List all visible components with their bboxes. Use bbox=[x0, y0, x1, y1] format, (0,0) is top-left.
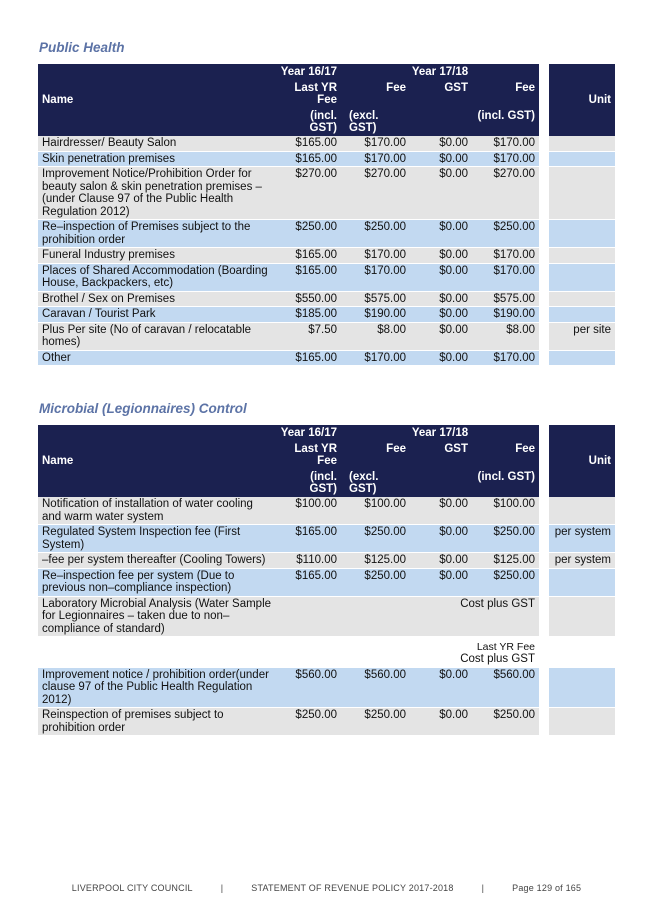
row-unit bbox=[549, 152, 615, 168]
header-fee-incl: Fee bbox=[472, 441, 539, 469]
row-name: Plus Per site (No of caravan / relocatable homes) bbox=[38, 323, 276, 351]
row-unit: per site bbox=[549, 323, 615, 351]
header-incl-gst-2: (incl. GST) bbox=[472, 108, 539, 136]
extra-last-yr-fee-label: Last YR Fee bbox=[476, 641, 536, 653]
table-row bbox=[38, 497, 615, 525]
row-fee-incl: $270.00 bbox=[472, 167, 539, 220]
row-fee: $170.00 bbox=[341, 264, 410, 292]
row-fee: $250.00 bbox=[341, 525, 410, 553]
table-row bbox=[38, 708, 615, 736]
table-header-row bbox=[38, 64, 615, 80]
header-gst-blank bbox=[410, 108, 472, 136]
table-row bbox=[38, 220, 615, 248]
header-incl-gst: (incl. GST) bbox=[276, 469, 341, 497]
row-fee: $8.00 bbox=[341, 323, 410, 351]
row-last-fee: $165.00 bbox=[276, 152, 341, 168]
row-gst: $0.00 bbox=[410, 307, 472, 323]
row-unit bbox=[549, 264, 615, 292]
row-fee-incl: $250.00 bbox=[472, 525, 539, 553]
row-fee-incl: $250.00 bbox=[472, 708, 539, 736]
header-year-curr: Year 17/18 bbox=[341, 64, 539, 80]
footer-org: LIVERPOOL CITY COUNCIL bbox=[71, 883, 193, 893]
header-unit: Unit bbox=[549, 64, 615, 136]
row-last-fee: $250.00 bbox=[276, 708, 341, 736]
header-incl-gst-2: (incl. GST) bbox=[472, 469, 539, 497]
row-last-fee: $250.00 bbox=[276, 220, 341, 248]
row-gst: $0.00 bbox=[410, 553, 472, 569]
row-fee: $250.00 bbox=[341, 569, 410, 597]
header-excl-gst: (excl. GST) bbox=[341, 469, 410, 497]
row-fee-incl: $170.00 bbox=[472, 248, 539, 264]
row-fee: $100.00 bbox=[341, 497, 410, 525]
row-unit bbox=[549, 708, 615, 736]
row-gst: $0.00 bbox=[410, 323, 472, 351]
row-unit: per system bbox=[549, 525, 615, 553]
row-last-fee: $165.00 bbox=[276, 351, 341, 367]
row-unit bbox=[549, 569, 615, 597]
table-row bbox=[38, 323, 615, 351]
row-fee: $170.00 bbox=[341, 136, 410, 152]
table-row bbox=[38, 264, 615, 292]
row-gst: $0.00 bbox=[410, 497, 472, 525]
row-gst: $0.00 bbox=[410, 220, 472, 248]
row-gst: $0.00 bbox=[410, 708, 472, 736]
row-fee-incl: $250.00 bbox=[472, 220, 539, 248]
row-fee: $575.00 bbox=[341, 292, 410, 308]
row-last-fee: $270.00 bbox=[276, 167, 341, 220]
public-health-fee-table bbox=[38, 64, 615, 366]
row-unit bbox=[549, 351, 615, 367]
row-name: Notification of installation of water cooling and warm water system bbox=[38, 497, 276, 525]
header-last-yr-fee: Last YR Fee bbox=[276, 441, 341, 469]
row-name: Brothel / Sex on Premises bbox=[38, 292, 276, 308]
section-title-microbial-control: Microbial (Legionnaires) Control bbox=[39, 401, 247, 416]
table-header-row bbox=[38, 425, 615, 441]
row-gst: $0.00 bbox=[410, 264, 472, 292]
row-last-fee: $165.00 bbox=[276, 569, 341, 597]
row-fee-incl: $100.00 bbox=[472, 497, 539, 525]
header-excl-gst: (excl. GST) bbox=[341, 108, 410, 136]
header-name: Name bbox=[38, 425, 276, 497]
table-row bbox=[38, 525, 615, 553]
row-name: Re–inspection fee per system (Due to previous non–compliance inspection) bbox=[38, 569, 276, 597]
row-fee: $170.00 bbox=[341, 248, 410, 264]
row-fee: $125.00 bbox=[341, 553, 410, 569]
row-unit bbox=[549, 167, 615, 220]
row-fee-incl: $125.00 bbox=[472, 553, 539, 569]
row-fee-incl: $170.00 bbox=[472, 264, 539, 292]
row-last-fee: $110.00 bbox=[276, 553, 341, 569]
row-name: Funeral Industry premises bbox=[38, 248, 276, 264]
row-unit bbox=[549, 307, 615, 323]
row-fee-incl: $190.00 bbox=[472, 307, 539, 323]
footer-separator: | bbox=[481, 883, 485, 893]
row-last-fee: $185.00 bbox=[276, 307, 341, 323]
row-last-fee: $165.00 bbox=[276, 248, 341, 264]
header-gst: GST bbox=[410, 80, 472, 108]
header-gst-blank bbox=[410, 469, 472, 497]
table-row bbox=[38, 553, 615, 569]
row-name: Improvement notice / prohibition order(under clause 97 of the Public Health Regulation 2012) bbox=[38, 668, 276, 709]
table-row-extra bbox=[38, 637, 615, 668]
row-gst: $0.00 bbox=[410, 351, 472, 367]
row-unit bbox=[549, 248, 615, 264]
row-name: Skin penetration premises bbox=[38, 152, 276, 168]
row-name: Reinspection of premises subject to prohibition order bbox=[38, 708, 276, 736]
row-name: Regulated System Inspection fee (First System) bbox=[38, 525, 276, 553]
row-unit bbox=[549, 668, 615, 709]
row-fee: $170.00 bbox=[341, 351, 410, 367]
table-row bbox=[38, 136, 615, 152]
row-name: Re–inspection of Premises subject to the prohibition order bbox=[38, 220, 276, 248]
row-last-fee: $165.00 bbox=[276, 525, 341, 553]
row-fee: $250.00 bbox=[341, 708, 410, 736]
row-fee-incl: $170.00 bbox=[472, 152, 539, 168]
row-unit bbox=[549, 292, 615, 308]
header-last-yr-fee: Last YR Fee bbox=[276, 80, 341, 108]
row-fee-incl: $170.00 bbox=[472, 136, 539, 152]
row-gst: $0.00 bbox=[410, 525, 472, 553]
footer-page-number: Page 129 of 165 bbox=[512, 883, 582, 893]
row-last-fee: $165.00 bbox=[276, 136, 341, 152]
row-fee-incl: $250.00 bbox=[472, 569, 539, 597]
row-gst: $0.00 bbox=[410, 152, 472, 168]
row-name: Caravan / Tourist Park bbox=[38, 307, 276, 323]
section-title-public-health: Public Health bbox=[39, 40, 125, 55]
row-unit: per system bbox=[549, 553, 615, 569]
row-fee-incl: $8.00 bbox=[472, 323, 539, 351]
row-gst: $0.00 bbox=[410, 292, 472, 308]
table-row bbox=[38, 167, 615, 220]
header-fee: Fee bbox=[341, 441, 410, 469]
row-fee: $560.00 bbox=[341, 668, 410, 709]
row-fee: $190.00 bbox=[341, 307, 410, 323]
row-name: Improvement Notice/Prohibition Order for beauty salon & skin penetration premises – (under Clause 97 of the Public Health Regulation 2012) bbox=[38, 167, 276, 220]
row-last-fee: $550.00 bbox=[276, 292, 341, 308]
header-year-prev: Year 16/17 bbox=[276, 425, 341, 441]
header-fee: Fee bbox=[341, 80, 410, 108]
header-name: Name bbox=[38, 64, 276, 136]
row-last-fee: $165.00 bbox=[276, 264, 341, 292]
row-unit bbox=[549, 497, 615, 525]
header-gap bbox=[539, 64, 549, 136]
row-merged-fee: Cost plus GST bbox=[276, 597, 539, 638]
row-name: Other bbox=[38, 351, 276, 367]
header-gap bbox=[539, 425, 549, 497]
row-unit bbox=[549, 220, 615, 248]
header-year-curr: Year 17/18 bbox=[341, 425, 539, 441]
row-gst: $0.00 bbox=[410, 248, 472, 264]
row-fee-incl: $560.00 bbox=[472, 668, 539, 709]
header-incl-gst: (incl. GST) bbox=[276, 108, 341, 136]
footer-document-title: STATEMENT OF REVENUE POLICY 2017-2018 bbox=[251, 883, 454, 893]
row-fee-incl: $575.00 bbox=[472, 292, 539, 308]
header-year-prev: Year 16/17 bbox=[276, 64, 341, 80]
row-fee: $270.00 bbox=[341, 167, 410, 220]
row-name: Places of Shared Accommodation (Boarding House, Backpackers, etc) bbox=[38, 264, 276, 292]
row-last-fee: $100.00 bbox=[276, 497, 341, 525]
row-fee: $250.00 bbox=[341, 220, 410, 248]
table-row bbox=[38, 597, 615, 638]
row-gst: $0.00 bbox=[410, 136, 472, 152]
table-row bbox=[38, 668, 615, 709]
table-row bbox=[38, 351, 615, 367]
row-gst: $0.00 bbox=[410, 167, 472, 220]
table-row bbox=[38, 248, 615, 264]
row-unit bbox=[549, 597, 615, 638]
row-last-fee: $7.50 bbox=[276, 323, 341, 351]
table-row bbox=[38, 307, 615, 323]
row-fee-incl: $170.00 bbox=[472, 351, 539, 367]
row-gst: $0.00 bbox=[410, 668, 472, 709]
row-name: Laboratory Microbial Analysis (Water Sample for Legionnaires – taken due to non–compliance of standard) bbox=[38, 597, 276, 638]
header-gst: GST bbox=[410, 441, 472, 469]
header-unit: Unit bbox=[549, 425, 615, 497]
table-row bbox=[38, 152, 615, 168]
row-unit bbox=[549, 136, 615, 152]
microbial-control-fee-table bbox=[38, 425, 615, 736]
row-fee: $170.00 bbox=[341, 152, 410, 168]
row-name: Hairdresser/ Beauty Salon bbox=[38, 136, 276, 152]
extra-cost-plus-gst: Cost plus GST bbox=[460, 653, 536, 665]
header-fee-incl: Fee bbox=[472, 80, 539, 108]
row-gst: $0.00 bbox=[410, 569, 472, 597]
row-last-fee: $560.00 bbox=[276, 668, 341, 709]
row-name: –fee per system thereafter (Cooling Towers) bbox=[38, 553, 276, 569]
table-row bbox=[38, 569, 615, 597]
table-row bbox=[38, 292, 615, 308]
page-footer bbox=[0, 883, 653, 893]
footer-separator: | bbox=[220, 883, 224, 893]
